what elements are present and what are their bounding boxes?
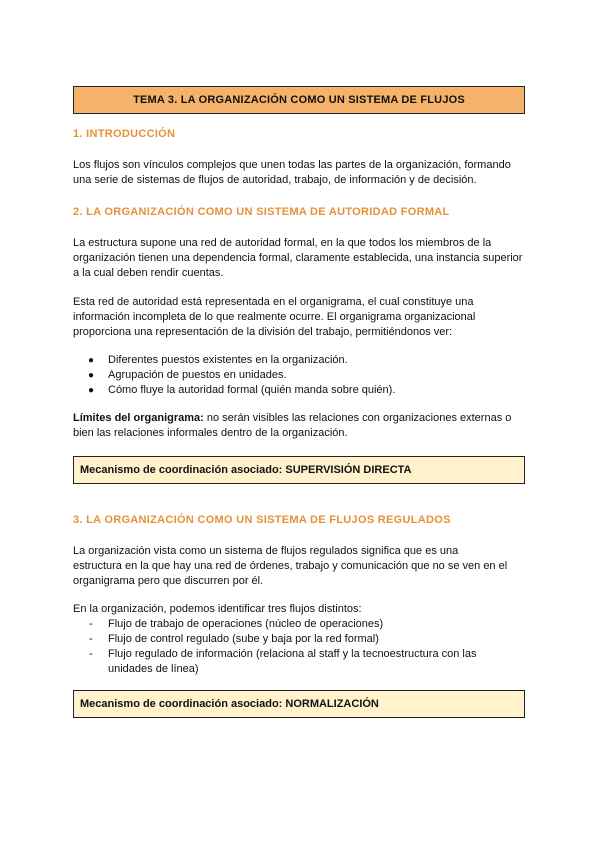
section-3-paragraph-1: La organización vista como un sistema de flujos regulados significa que es una estructura en la que hay una red de órdenes, trabajo y comunicación que no se ven en el organigrama pero que discurren por él. [73,545,508,587]
section-3-paragraph-2: En la organización, podemos identificar tres flujos distintos: [73,603,362,615]
section-1-heading: 1. INTRODUCCIÓN [73,128,176,140]
section-1-paragraph: Los flujos son vínculos complejos que unen todas las partes de la organización, formando una serie de sistemas de flujos de autoridad, trabajo, de información y de decisión. [73,159,511,186]
mechanism-box-supervision: Mecanismo de coordinación asociado: SUPERVISIÓN DIRECTA [73,456,525,484]
list-item: - Flujo regulado de información (relaciona al staff y la tecnoestructura con las unidades de línea) [89,648,477,675]
bullet-icon: ● [88,385,95,396]
page-title: TEMA 3. LA ORGANIZACIÓN COMO UN SISTEMA DE FLUJOS [73,86,525,114]
dash-bullet: - [89,648,93,660]
section-2-paragraph-1: La estructura supone una red de autoridad formal, en la que todos los miembros de la organización tienen una dependencia formal, claramente establecida, una instancia superior a la cual deben rendir cuentas. [73,237,523,279]
list-item: ● Cómo fluye la autoridad formal (quién manda sobre quién). [88,384,396,396]
bullet-icon: ● [88,370,95,381]
list-item: - Flujo de trabajo de operaciones (núcleo de operaciones) [89,618,384,630]
list-item: ● Agrupación de puestos en unidades. [88,369,287,381]
dash-bullet: - [89,618,93,630]
dash-bullet: - [89,633,93,645]
bullet-icon: ● [88,355,95,366]
organigram-bullet-list [73,353,395,398]
list-item: ● Diferentes puestos existentes en la organización. [88,354,348,366]
limits-paragraph: Límites del organigrama: no serán visibles las relaciones con organizaciones externas o bien las relaciones informales dentro de la organización. [73,412,512,439]
section-2-heading: 2. LA ORGANIZACIÓN COMO UN SISTEMA DE AUTORIDAD FORMAL [73,206,450,218]
section-3-heading: 3. LA ORGANIZACIÓN COMO UN SISTEMA DE FLUJOS REGULADOS [73,514,451,526]
section-2-paragraph-2: Esta red de autoridad está representada en el organigrama, el cual constituye una información incompleta de lo que realmente ocurre. El organigrama organizacional proporciona una representación de la división del trabajo, permitiéndonos ver: [73,296,476,338]
flows-dash-list [73,617,528,677]
list-item: - Flujo de control regulado (sube y baja por la red formal) [89,633,379,645]
mechanism-box-normalization: Mecanismo de coordinación asociado: NORMALIZACIÓN [73,690,525,718]
